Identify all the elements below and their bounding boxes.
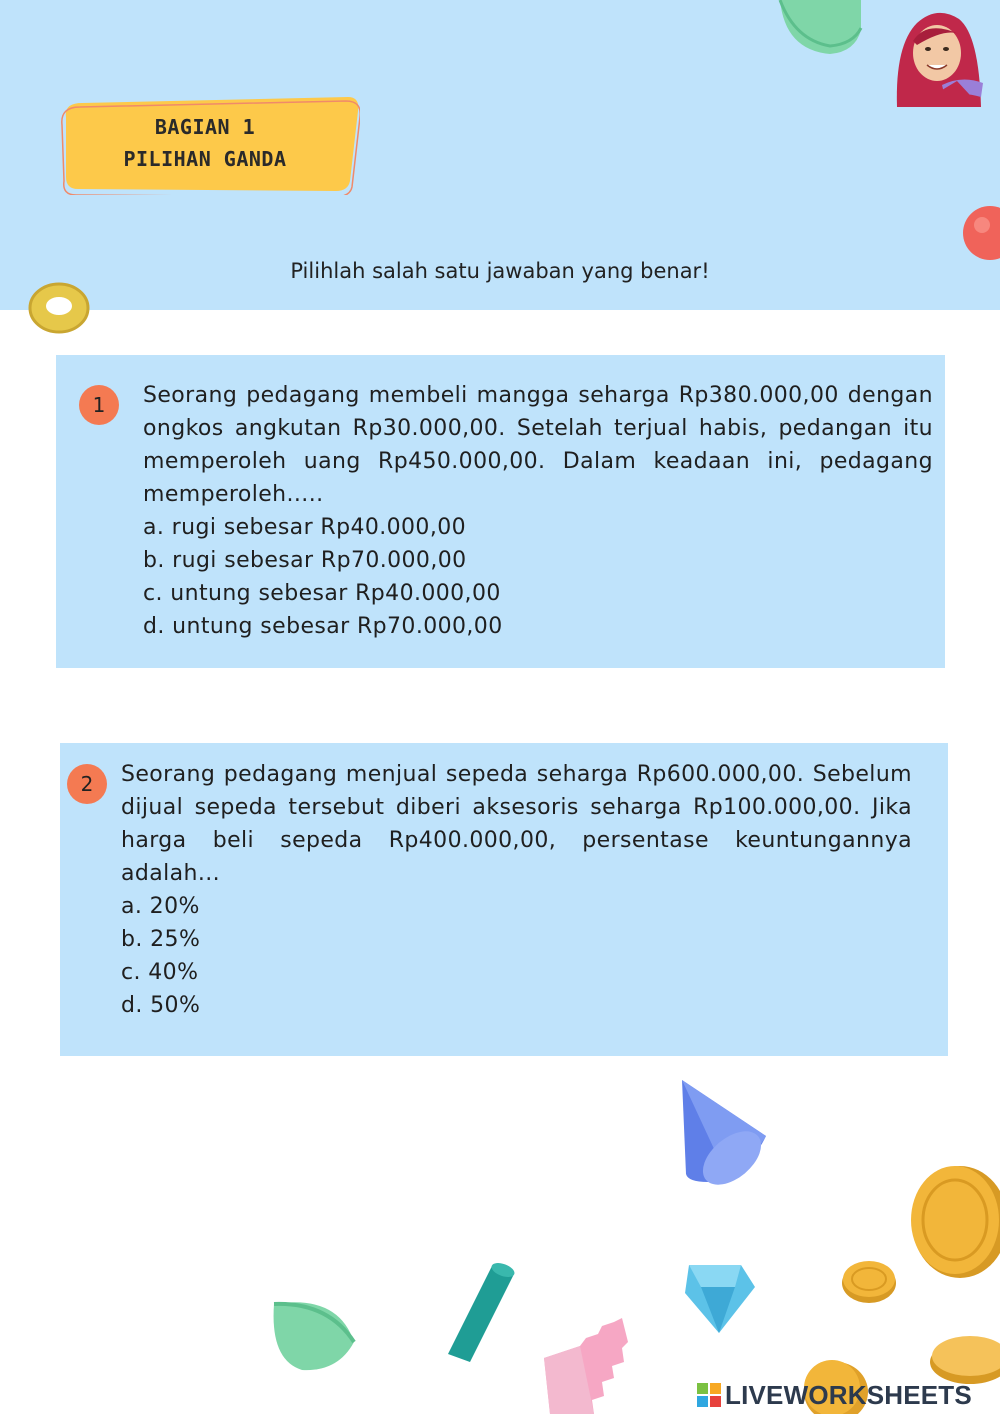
question-number-badge: 1 <box>79 385 119 425</box>
question-number-badge: 2 <box>67 764 107 804</box>
green-hemisphere-top-icon <box>775 0 865 56</box>
gold-coin-large-icon <box>905 1162 1000 1282</box>
teal-cylinder-icon <box>442 1262 518 1366</box>
option-d[interactable]: d. 50% <box>121 993 201 1018</box>
option-c[interactable]: c. untung sebesar Rp40.000,00 <box>143 581 501 606</box>
question-body <box>143 379 933 643</box>
instruction-text: Pilihlah salah satu jawaban yang benar! <box>290 259 710 283</box>
blue-cone-icon <box>678 1078 770 1186</box>
option-c[interactable]: c. 40% <box>121 960 199 985</box>
question-body <box>121 758 912 1022</box>
option-b[interactable]: b. 25% <box>121 927 201 952</box>
option-b[interactable]: b. rugi sebesar Rp70.000,00 <box>143 548 467 573</box>
gold-coin-small-icon <box>840 1258 898 1304</box>
pink-stairs-icon <box>540 1318 630 1414</box>
question-card-2 <box>60 743 948 1056</box>
gold-torus-icon <box>28 280 90 336</box>
option-a[interactable]: a. 20% <box>121 894 200 919</box>
option-list <box>121 890 912 1022</box>
section-subtitle: PILIHAN GANDA <box>123 147 287 171</box>
section-title: BAGIAN 1 <box>154 115 256 139</box>
brand-name: LIVEWORKSHEETS <box>725 1379 972 1410</box>
liveworksheets-logo-icon <box>697 1383 721 1407</box>
green-hemisphere-bottom-icon <box>268 1298 358 1374</box>
red-sphere-icon <box>962 205 1000 261</box>
teacher-avatar <box>887 5 989 107</box>
section-badge <box>60 95 360 195</box>
option-d[interactable]: d. untung sebesar Rp70.000,00 <box>143 614 503 639</box>
question-card-1 <box>56 355 945 668</box>
diamond-icon <box>683 1265 757 1335</box>
option-list <box>143 511 933 643</box>
footer-brand <box>697 1378 972 1412</box>
option-a[interactable]: a. rugi sebesar Rp40.000,00 <box>143 515 467 540</box>
question-text: Seorang pedagang membeli mangga seharga Rp380.000,00 dengan ongkos angkutan Rp30.000,00. Setelah terjual habis, pedangan itu memperoleh uang Rp450.000,00. Dalam keadaan ini, pedagang memperoleh..... <box>143 383 933 507</box>
question-text: Seorang pedagang menjual sepeda seharga Rp600.000,00. Sebelum dijual sepeda tersebut diberi aksesoris seharga Rp100.000,00. Jika harga beli sepeda Rp400.000,00, persentase keuntungannya adalah... <box>121 762 912 886</box>
